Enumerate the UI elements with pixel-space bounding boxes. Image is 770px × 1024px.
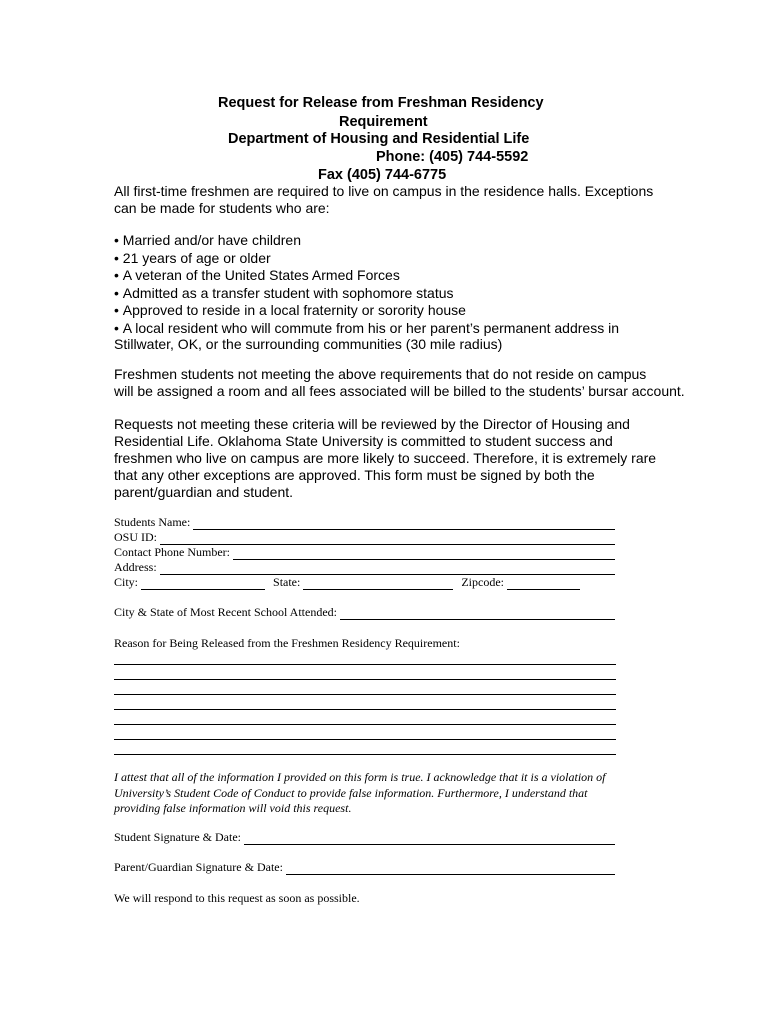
student-signature-label: Student Signature & Date: xyxy=(114,830,241,844)
para3-line2: Residential Life. Oklahoma State University is committed to student success and xyxy=(114,433,613,449)
student-name-field[interactable] xyxy=(114,515,615,530)
list-item: • A local resident who will commute from his or her parent’s permanent address in xyxy=(114,320,619,338)
para3-line1: Requests not meeting these criteria will be reviewed by the Director of Housing and xyxy=(114,416,630,432)
para2-line2: will be assigned a room and all fees associated will be billed to the students’ bursar account. xyxy=(114,383,685,399)
school-label: City & State of Most Recent School Attended: xyxy=(114,605,337,619)
student-name-line[interactable] xyxy=(193,517,615,530)
address-field[interactable] xyxy=(114,560,615,575)
school-line[interactable] xyxy=(340,607,615,620)
osu-id-line[interactable] xyxy=(160,532,615,545)
parent-signature-field[interactable] xyxy=(114,860,615,875)
para3-line5: parent/guardian and student. xyxy=(114,484,294,500)
address-label: Address: xyxy=(114,560,157,574)
reason-line[interactable] xyxy=(114,694,616,695)
contact-phone-label: Contact Phone Number: xyxy=(114,545,230,559)
exceptions-continuation: Stillwater, OK, or the surrounding communities (30 mile radius) xyxy=(114,336,503,352)
student-name-label: Students Name: xyxy=(114,515,191,529)
fax-number: Fax (405) 744-6775 xyxy=(318,167,447,183)
reason-line[interactable] xyxy=(114,724,616,725)
reason-line[interactable] xyxy=(114,754,616,755)
parent-signature-label: Parent/Guardian Signature & Date: xyxy=(114,860,283,874)
student-signature-field[interactable] xyxy=(114,830,615,845)
zipcode-label: Zipcode: xyxy=(461,575,504,589)
list-item: • A veteran of the United States Armed Forces xyxy=(114,267,619,285)
contact-phone-line[interactable] xyxy=(233,547,615,560)
city-state-zip-row xyxy=(114,575,615,590)
phone-number: Phone: (405) 744-5592 xyxy=(376,149,529,165)
attest-line1: I attest that all of the information I provided on this form is true. I acknowledge that it is a violation of xyxy=(114,770,606,784)
intro-line2: can be made for students who are: xyxy=(114,200,330,216)
para3-line4: that any other exceptions are approved. This form must be signed by both the xyxy=(114,467,595,483)
school-field[interactable] xyxy=(114,605,615,620)
zipcode-line[interactable] xyxy=(507,577,580,590)
exceptions-list xyxy=(114,232,619,337)
address-line[interactable] xyxy=(160,562,615,575)
form-title-line2: Requirement xyxy=(339,114,428,130)
state-line[interactable] xyxy=(303,577,453,590)
list-item: • Married and/or have children xyxy=(114,232,619,250)
intro-line1: All first-time freshmen are required to live on campus in the residence halls. Exceptions xyxy=(114,183,654,199)
reason-line[interactable] xyxy=(114,664,616,665)
list-item: • Admitted as a transfer student with sophomore status xyxy=(114,285,619,303)
city-line[interactable] xyxy=(141,577,265,590)
attest-line2: University’s Student Code of Conduct to provide false information. Furthermore, I understand that xyxy=(114,786,588,800)
form-title-line1: Request for Release from Freshman Residency xyxy=(218,95,544,111)
reason-line[interactable] xyxy=(114,679,616,680)
student-signature-line[interactable] xyxy=(244,832,615,845)
list-item: • 21 years of age or older xyxy=(114,250,619,268)
attest-line3: providing false information will void this request. xyxy=(114,801,352,815)
osu-id-label: OSU ID: xyxy=(114,530,158,544)
osu-id-field[interactable] xyxy=(114,530,615,545)
list-item: • Approved to reside in a local fraternity or sorority house xyxy=(114,302,619,320)
department-name: Department of Housing and Residential Life xyxy=(228,131,530,147)
reason-label: Reason for Being Released from the Freshmen Residency Requirement: xyxy=(114,636,460,650)
reason-line[interactable] xyxy=(114,709,616,710)
state-label: State: xyxy=(273,575,301,589)
reason-line[interactable] xyxy=(114,739,616,740)
parent-signature-line[interactable] xyxy=(286,862,615,875)
city-label: City: xyxy=(114,575,139,589)
closing-note: We will respond to this request as soon as possible. xyxy=(114,891,360,905)
para3-line3: freshmen who live on campus are more likely to succeed. Therefore, it is extremely rare xyxy=(114,450,657,466)
contact-phone-field[interactable] xyxy=(114,545,615,560)
para2-line1: Freshmen students not meeting the above requirements that do not reside on campus xyxy=(114,366,647,382)
